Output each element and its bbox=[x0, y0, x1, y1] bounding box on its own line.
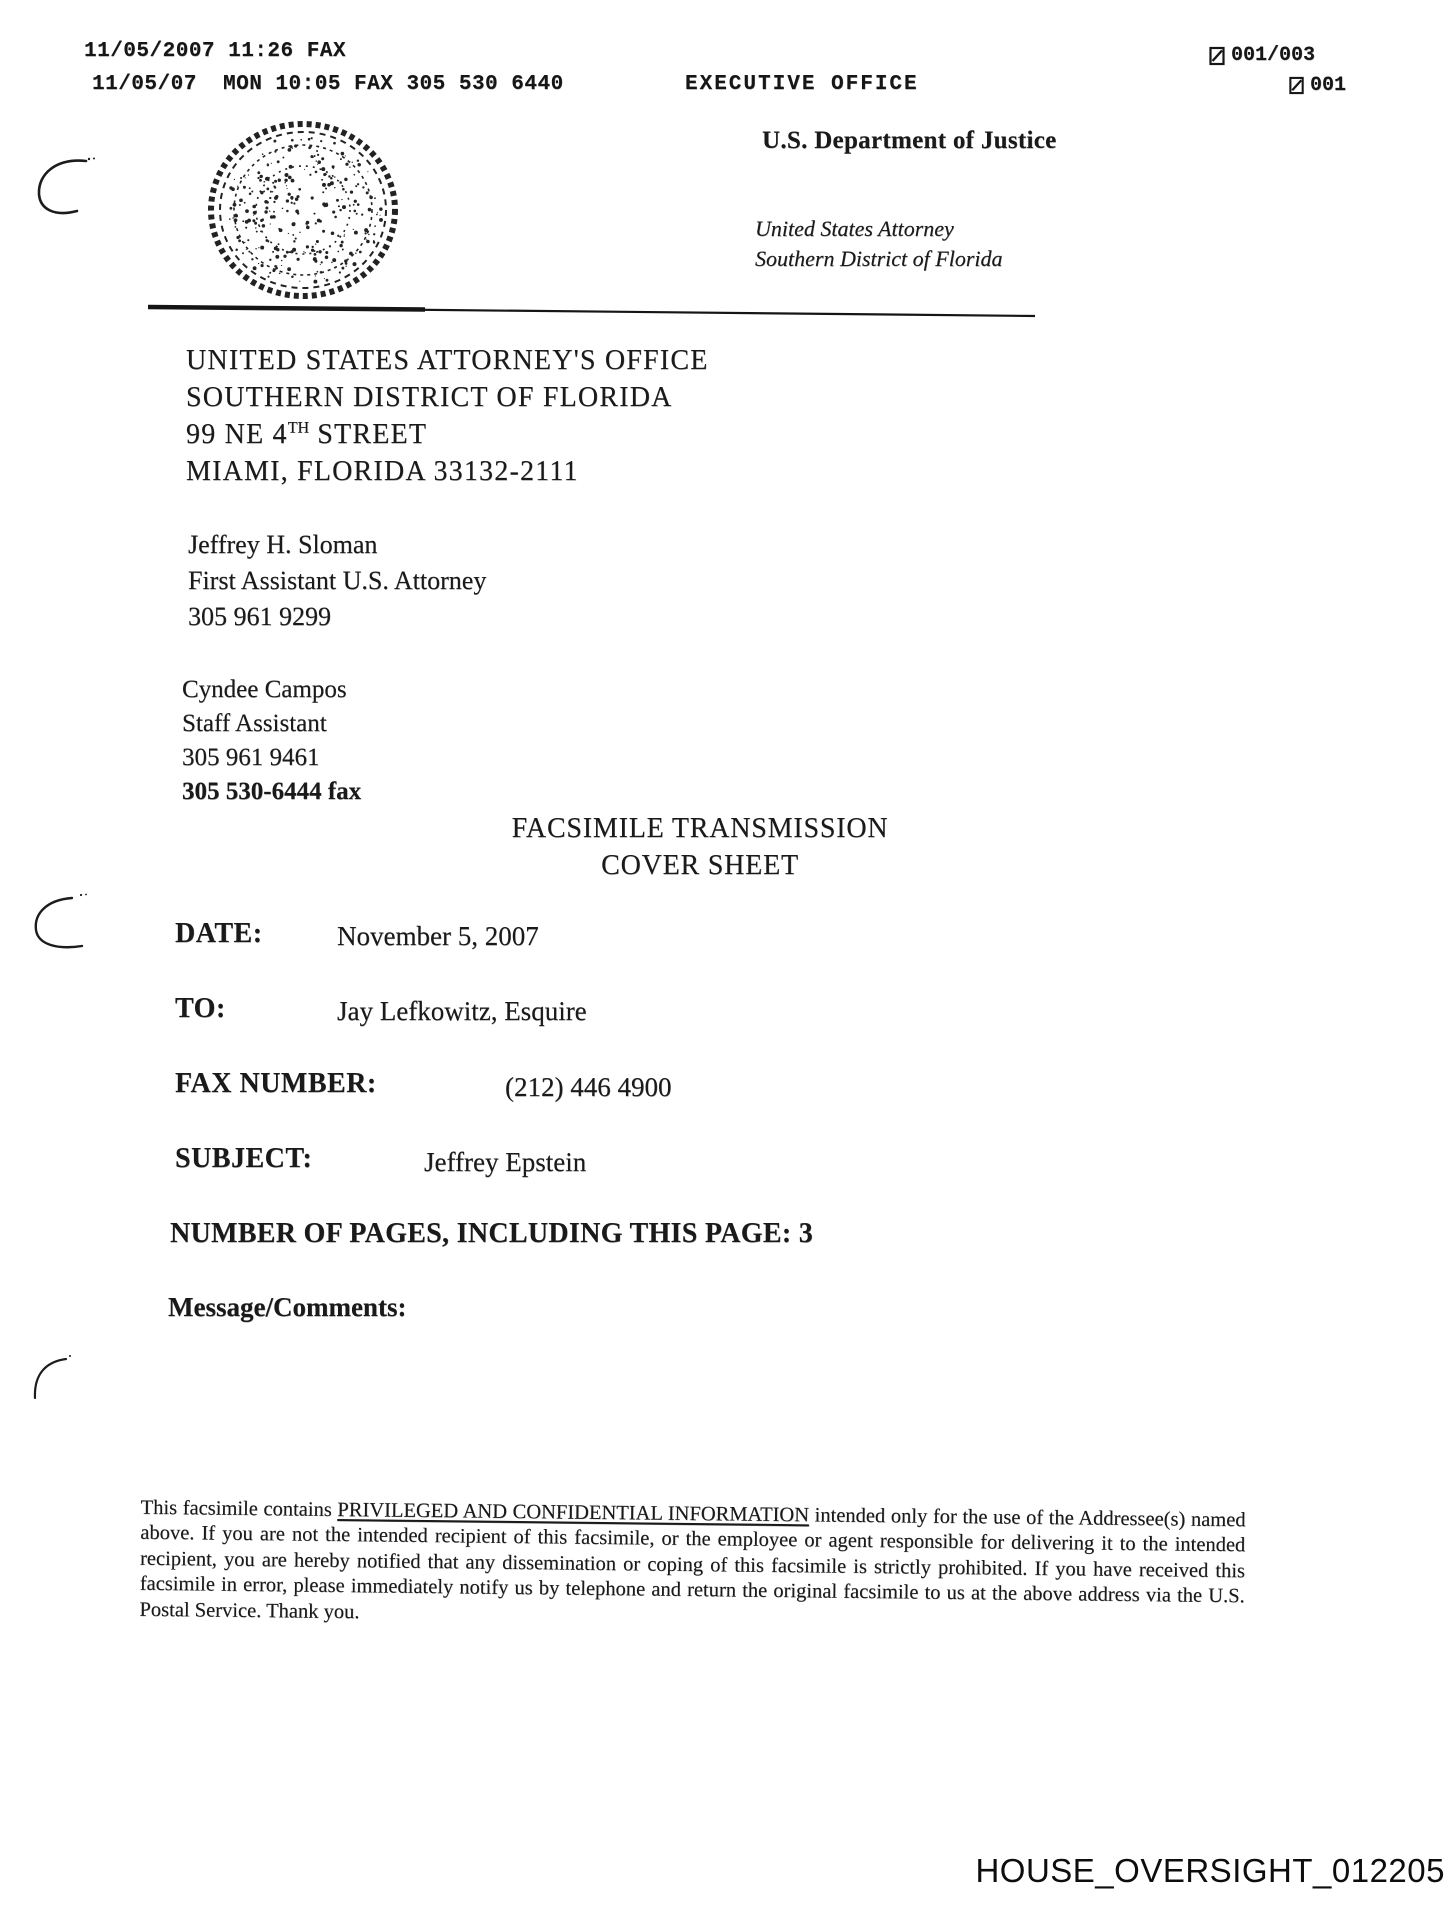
disclaimer-pre: This facsimile contains bbox=[140, 1496, 338, 1521]
fax-office-label: EXECUTIVE OFFICE bbox=[685, 73, 919, 96]
page-counter-top-label: 001/003 bbox=[1231, 44, 1316, 67]
address-line3-number: 99 NE 4 bbox=[186, 419, 288, 450]
cover-title-line1: FACSIMILE TRANSMISSION bbox=[511, 813, 889, 844]
field-date-label: DATE: bbox=[175, 918, 263, 949]
scan-artifact bbox=[24, 1350, 79, 1412]
contact-primary-name: Jeffrey H. Sloman bbox=[188, 530, 378, 559]
contact-secondary-title: Staff Assistant bbox=[182, 710, 327, 737]
fax-timestamp-line2: 11/05/07 MON 10:05 FAX 305 530 6440 bbox=[92, 73, 564, 96]
field-fax-number-value: (212) 446 4900 bbox=[505, 1072, 672, 1102]
field-to-label: TO: bbox=[175, 993, 226, 1024]
contact-primary-phone: 305 961 9299 bbox=[188, 602, 331, 631]
scan-artifact bbox=[26, 890, 98, 956]
page-counter-top bbox=[1208, 44, 1315, 67]
confidentiality-disclaimer bbox=[139, 1496, 1245, 1636]
address-line4: MIAMI, FLORIDA 33132-2111 bbox=[186, 456, 579, 487]
field-date-value: November 5, 2007 bbox=[337, 921, 539, 951]
bates-stamp: HOUSE_OVERSIGHT_012205 bbox=[975, 1852, 1445, 1889]
letterhead-office-line2: Southern District of Florida bbox=[755, 246, 1003, 271]
disclaimer-privileged-phrase: PRIVILEGED AND CONFIDENTIAL INFORMATION bbox=[337, 1498, 810, 1527]
fax-page-icon bbox=[1288, 75, 1306, 96]
address-line2: SOUTHERN DISTRICT OF FLORIDA bbox=[186, 382, 673, 413]
page-counter-bottom-label: 001 bbox=[1310, 74, 1347, 97]
pages-count-line: NUMBER OF PAGES, INCLUDING THIS PAGE: 3 bbox=[170, 1218, 814, 1249]
contact-secondary-name: Cyndee Campos bbox=[182, 676, 347, 703]
address-line1: UNITED STATES ATTORNEY'S OFFICE bbox=[186, 345, 709, 376]
cover-title-line2: COVER SHEET bbox=[601, 850, 799, 881]
field-subject-value: Jeffrey Epstein bbox=[424, 1147, 587, 1177]
address-line3-ordinal: TH bbox=[287, 419, 310, 437]
doj-seal-icon bbox=[205, 118, 401, 302]
contact-secondary-phone: 305 961 9461 bbox=[182, 744, 320, 771]
contact-secondary-fax: 305 530-6444 fax bbox=[182, 778, 362, 805]
comments-label: Message/Comments: bbox=[168, 1292, 407, 1322]
scan-artifact bbox=[28, 152, 98, 224]
address-line3 bbox=[186, 419, 427, 451]
field-subject-label: SUBJECT: bbox=[175, 1143, 313, 1174]
contact-primary-title: First Assistant U.S. Attorney bbox=[188, 566, 487, 595]
fax-timestamp-line1: 11/05/2007 11:26 FAX bbox=[84, 40, 347, 63]
letterhead-department: U.S. Department of Justice bbox=[762, 127, 1057, 154]
fax-page-icon bbox=[1208, 45, 1227, 67]
disclaimer-post: intended only for the use of the Addressee(s) named above. If you are not the intended recipient of this facsimile, or the employee or agent responsible for delivering it to the intended recipient, you are hereby notified that any dissemination or coping of this facsimile is strictly prohibited. If you have received this facsimile in error, please immediately notify us by telephone and return the original facsimile to us at the above address via the U.S. Postal Service. Thank you. bbox=[139, 1504, 1246, 1623]
address-line3-street: STREET bbox=[309, 419, 428, 450]
letterhead-office-line1: United States Attorney bbox=[755, 216, 954, 241]
field-fax-number-label: FAX NUMBER: bbox=[175, 1068, 377, 1099]
letterhead-divider bbox=[145, 298, 1050, 324]
page-counter-bottom bbox=[1288, 74, 1346, 97]
field-to-value: Jay Lefkowitz, Esquire bbox=[337, 996, 587, 1026]
